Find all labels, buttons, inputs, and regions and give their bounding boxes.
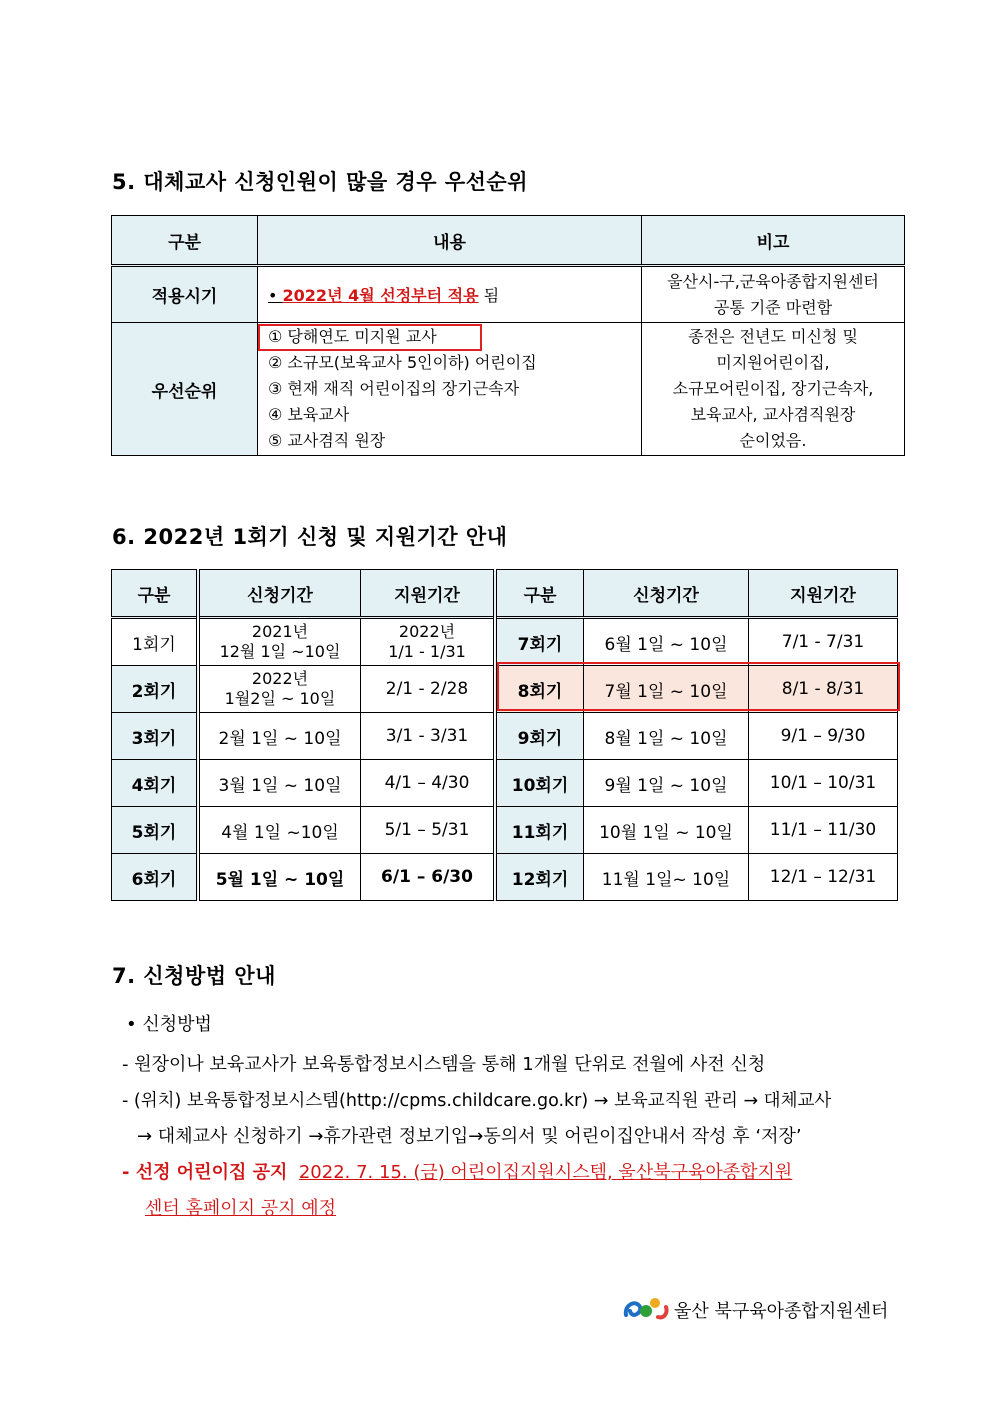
apply-cell: 6월 1일 ~ 10일 — [584, 618, 749, 666]
support-cell: 9/1 – 9/30 — [749, 713, 898, 760]
priority-item: ⑤ 교사겸직 원장 — [268, 431, 386, 450]
apply-line: 1월2일 ~ 10일 — [224, 689, 336, 708]
method-line-1: - 원장이나 보육교사가 보육통합정보시스템을 통해 1개월 단위로 전월에 사전 신청 — [122, 1054, 766, 1075]
method-bullet: • 신청방법 — [126, 1014, 212, 1035]
table-row — [112, 807, 898, 854]
apply-line: 2021년 — [251, 622, 309, 641]
t1-row-period-note — [642, 266, 905, 323]
method-line-3: → 대체교사 신청하기 →휴가관련 정보기입→동의서 및 어린이집안내서 작성 후 ‘저장’ — [137, 1126, 802, 1147]
priority-note-line: 순이었음. — [739, 431, 807, 450]
apply-cell: 5월 1일 ~ 10일 — [198, 854, 361, 901]
priority-note-line: 미지원어린이집, — [716, 353, 830, 372]
t2-header: 지원기간 — [361, 570, 496, 618]
apply-line: 12월 1일 ~10일 — [219, 642, 341, 661]
priority-note-line: 보육교사, 교사겸직원장 — [690, 405, 856, 424]
support-cell: 10/1 – 10/31 — [749, 760, 898, 807]
notice-date-text: 2022. 7. 15. (금) 어린이집지원시스템, 울산북구육아종합지원 — [298, 1162, 793, 1183]
t1-row-priority-note — [642, 323, 905, 456]
t2-header: 구분 — [112, 570, 199, 618]
apply-cell — [198, 666, 361, 713]
t1-header-content: 내용 — [258, 216, 642, 266]
section7-heading: 7. 신청방법 안내 — [112, 964, 276, 988]
support-line: 1/1 - 1/31 — [388, 642, 466, 661]
apply-cell: 10월 1일 ~ 10일 — [584, 807, 749, 854]
support-cell: 2/1 - 2/28 — [361, 666, 496, 713]
support-cell — [361, 618, 496, 666]
table-row — [112, 760, 898, 807]
t2-header: 구분 — [495, 570, 584, 618]
support-cell: 7/1 - 7/31 — [749, 618, 898, 666]
round-cell: 9회기 — [495, 713, 584, 760]
priority-item: ① 당해연도 미지원 교사 — [268, 327, 437, 346]
footer-org-name: 울산 북구육아종합지원센터 — [674, 1301, 889, 1322]
apply-line: 2022년 — [251, 669, 309, 688]
t2-header: 지원기간 — [749, 570, 898, 618]
table-row — [112, 618, 898, 666]
apply-cell: 11월 1일~ 10일 — [584, 854, 749, 901]
round-cell: 10회기 — [495, 760, 584, 807]
section6-heading: 6. 2022년 1회기 신청 및 지원기간 안내 — [112, 525, 508, 549]
apply-cell: 9월 1일 ~ 10일 — [584, 760, 749, 807]
apply-cell: 8월 1일 ~ 10일 — [584, 713, 749, 760]
t2-header: 신청기간 — [584, 570, 749, 618]
round-cell: 6회기 — [112, 854, 199, 901]
support-cell: 6/1 – 6/30 — [361, 854, 496, 901]
method-line-4 — [122, 1158, 792, 1184]
t1-row-period-content — [258, 266, 642, 323]
priority-note-line: 소규모어린이집, 장기근속자, — [672, 379, 874, 398]
section5-heading: 5. 대체교사 신청인원이 많을 경우 우선순위 — [112, 170, 529, 194]
round-cell: 3회기 — [112, 713, 199, 760]
t1-row-priority-label: 우선순위 — [112, 323, 258, 456]
support-cell: 5/1 – 5/31 — [361, 807, 496, 854]
priority-note-line: 종전은 전년도 미신청 및 — [688, 327, 858, 346]
table-row — [112, 713, 898, 760]
notice-label: 선정 어린이집 공지 — [135, 1162, 288, 1183]
method-line-2: - (위치) 보육통합정보시스템(http://cpms.childcare.go.kr) → 보육교직원 관리 → 대체교사 — [122, 1091, 832, 1111]
round-cell: 4회기 — [112, 760, 199, 807]
footer-logo — [622, 1293, 892, 1325]
t1-row-period-label: 적용시기 — [112, 266, 258, 323]
support-cell: 3/1 - 3/31 — [361, 713, 496, 760]
apply-cell: 4월 1일 ~10일 — [198, 807, 361, 854]
method-line-5 — [145, 1194, 336, 1220]
notice-dash: - — [122, 1162, 136, 1183]
schedule-table — [111, 569, 898, 901]
apply-cell: 2월 1일 ~ 10일 — [198, 713, 361, 760]
apply-cell — [198, 618, 361, 666]
priority-table — [111, 215, 905, 456]
highlight-box-round8 — [497, 662, 900, 711]
t2-header: 신청기간 — [198, 570, 361, 618]
notice-continuation: 센터 홈페이지 공지 예정 — [145, 1198, 337, 1219]
round-cell: 12회기 — [495, 854, 584, 901]
period-tail: 됨 — [478, 286, 500, 305]
priority-item: ④ 보육교사 — [268, 405, 350, 424]
period-note-line: 공통 기준 마련함 — [713, 297, 833, 317]
round-cell: 8회기 — [495, 666, 584, 713]
support-cell: 11/1 – 11/30 — [749, 807, 898, 854]
highlight-box-item1 — [258, 324, 482, 351]
support-line: 2022년 — [398, 622, 456, 641]
round-cell: 7회기 — [495, 618, 584, 666]
support-cell: 4/1 – 4/30 — [361, 760, 496, 807]
round-cell: 5회기 — [112, 807, 199, 854]
priority-item: ② 소규모(보육교사 5인이하) 어린이집 — [268, 353, 537, 372]
priority-item: ③ 현재 재직 어린이집의 장기근속자 — [268, 379, 520, 398]
period-bullet: • — [268, 286, 283, 305]
apply-cell: 7월 1일 ~ 10일 — [584, 666, 749, 713]
support-cell: 8/1 - 8/31 — [749, 666, 898, 713]
table-row — [112, 854, 898, 901]
t1-header-category: 구분 — [112, 216, 258, 266]
round-cell: 1회기 — [112, 618, 199, 666]
apply-cell: 3월 1일 ~ 10일 — [198, 760, 361, 807]
support-cell: 12/1 – 12/31 — [749, 854, 898, 901]
center-logo-icon — [622, 1293, 672, 1325]
period-red-text: 2022년 4월 선정부터 적용 — [282, 286, 479, 305]
round-cell: 2회기 — [112, 666, 199, 713]
t1-header-note: 비고 — [642, 216, 905, 266]
round-cell: 11회기 — [495, 807, 584, 854]
period-note-line: 울산시-구,군육아종합지원센터 — [667, 271, 879, 291]
